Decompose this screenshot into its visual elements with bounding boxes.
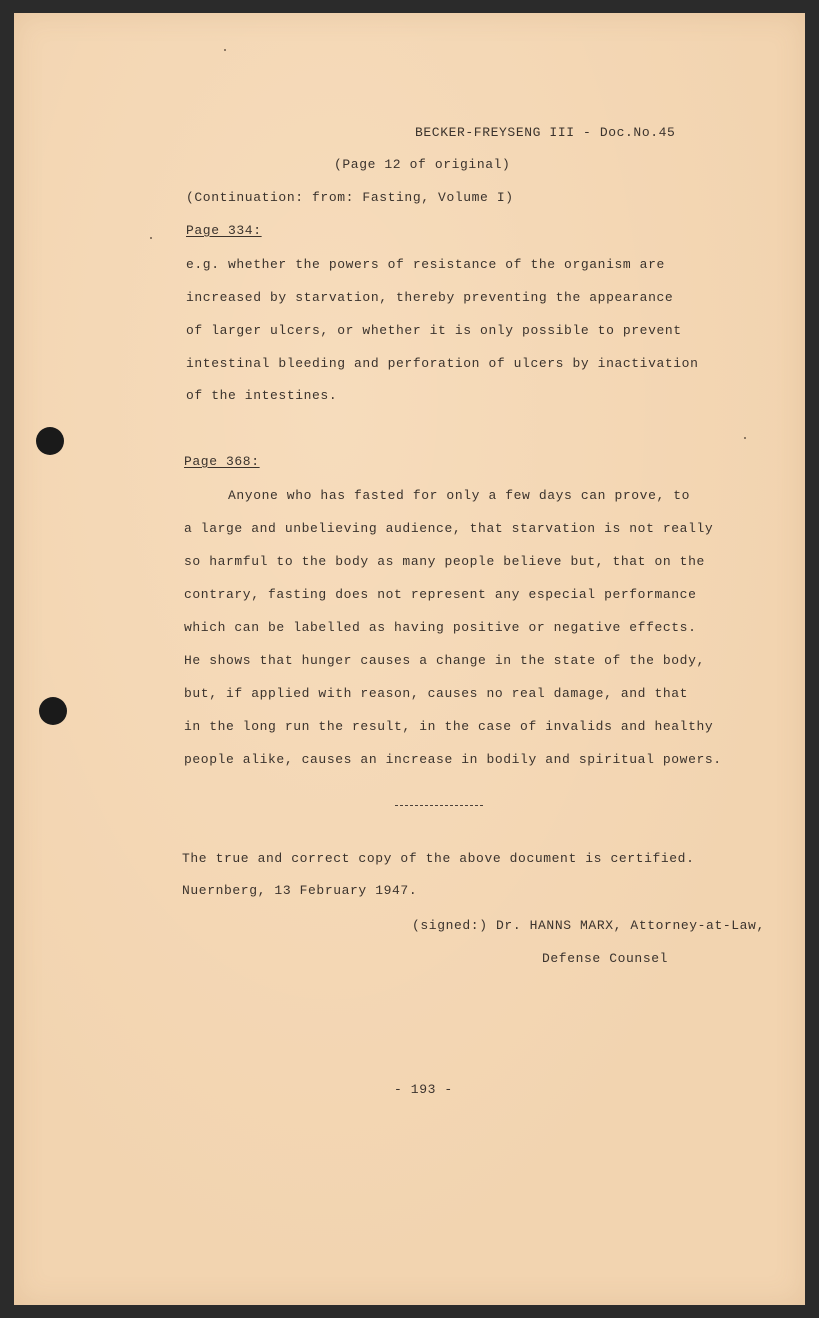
document-page — [14, 13, 805, 1305]
section1-line: of larger ulcers, or whether it is only possible to prevent — [186, 323, 682, 338]
doc-reference: BECKER-FREYSENG III - Doc.No.45 — [415, 125, 676, 140]
section-divider — [395, 805, 483, 806]
section2-line: contrary, fasting does not represent any especial performance — [184, 587, 697, 602]
signature-line: (signed:) Dr. HANNS MARX, Attorney-at-Law, — [412, 918, 765, 933]
continuation-note: (Continuation: from: Fasting, Volume I) — [186, 190, 514, 205]
section2-line: a large and unbelieving audience, that starvation is not really — [184, 521, 714, 536]
section-heading-page-368: Page 368: — [184, 454, 260, 469]
page-number: - 193 - — [394, 1082, 453, 1097]
certification-statement: The true and correct copy of the above document is certified. — [182, 851, 695, 866]
section2-line: in the long run the result, in the case of invalids and healthy — [184, 719, 714, 734]
section1-line: intestinal bleeding and perforation of ulcers by inactivation — [186, 356, 699, 371]
section1-line: increased by starvation, thereby preventing the appearance — [186, 290, 674, 305]
paper-speck — [150, 237, 152, 239]
paper-speck — [224, 49, 226, 51]
section2-line: people alike, causes an increase in bodily and spiritual powers. — [184, 752, 722, 767]
section2-line: which can be labelled as having positive or negative effects. — [184, 620, 697, 635]
punch-hole-top — [36, 427, 64, 455]
section2-line: Anyone who has fasted for only a few days can prove, to — [228, 488, 691, 503]
section2-line: He shows that hunger causes a change in the state of the body, — [184, 653, 705, 668]
section2-line: so harmful to the body as many people believe but, that on the — [184, 554, 705, 569]
page-of-original: (Page 12 of original) — [334, 157, 511, 172]
punch-hole-bottom — [39, 697, 67, 725]
certification-place-date: Nuernberg, 13 February 1947. — [182, 883, 418, 898]
signatory-role: Defense Counsel — [542, 951, 669, 966]
section1-line: e.g. whether the powers of resistance of the organism are — [186, 257, 665, 272]
section2-line: but, if applied with reason, causes no real damage, and that — [184, 686, 689, 701]
section-heading-page-334: Page 334: — [186, 223, 262, 238]
paper-speck — [744, 437, 746, 439]
section1-line: of the intestines. — [186, 388, 338, 403]
